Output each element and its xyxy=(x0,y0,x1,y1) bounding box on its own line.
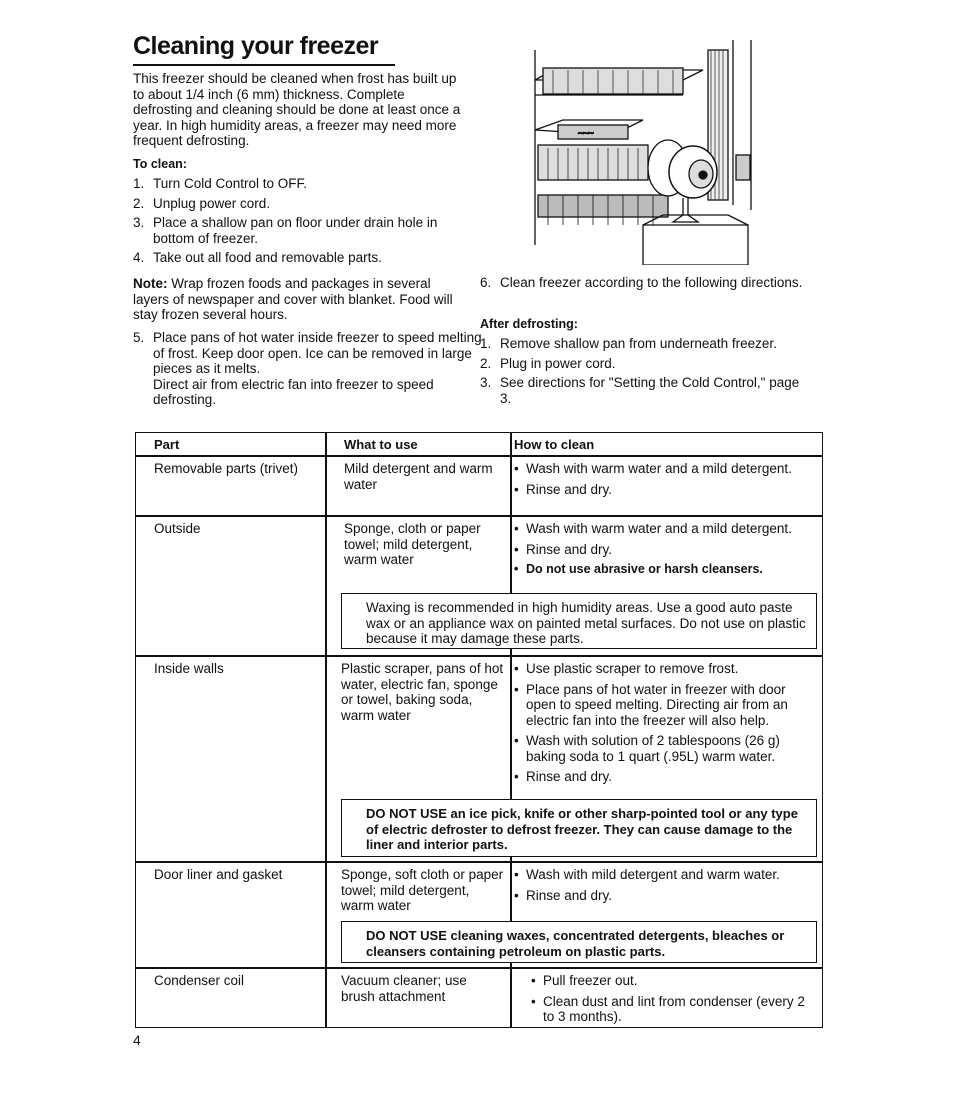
list-item: • Wash with mild detergent and warm water. xyxy=(514,867,814,883)
detergent-warning-box: DO NOT USE cleaning waxes, concentrated detergents, bleaches or cleansers containing petroleum on plastic parts. xyxy=(341,921,817,963)
step-6 xyxy=(480,275,830,291)
note-paragraph xyxy=(133,276,467,323)
ice-pick-warning-box: DO NOT USE an ice pick, knife or other sharp-pointed tool or any type of electric defroster to defrost freezer. They can cause damage to the liner and interior parts. xyxy=(341,799,817,857)
row-use: Vacuum cleaner; use brush attachment xyxy=(341,973,467,1004)
list-item: 2. Unplug power cord. xyxy=(133,195,271,211)
clean-steps-list xyxy=(133,176,467,270)
step-5-number: 5. xyxy=(133,330,145,345)
list-item: • Wash with warm water and a mild detergent. xyxy=(514,461,814,477)
note-label: Note: xyxy=(133,276,168,291)
list-item: • Wash with solution of 2 tablespoons (26 g) baking soda to 1 quart (.95L) warm water. xyxy=(514,733,814,764)
note-text: Wrap frozen foods and packages in several layers of newspaper and cover with blanket. Food will stay frozen several hours. xyxy=(133,276,453,322)
list-item: 4. Take out all food and removable parts. xyxy=(133,250,382,265)
header-part: Part xyxy=(154,437,180,452)
freezer-defrost-illustration xyxy=(533,40,763,265)
page-number: 4 xyxy=(133,1032,141,1048)
svg-text:~~~: ~~~ xyxy=(578,128,594,138)
list-item: • Pull freezer out. xyxy=(531,973,816,989)
page-title: Cleaning your freezer xyxy=(133,32,379,60)
list-item: 1. Remove shallow pan from underneath freezer. xyxy=(480,336,777,351)
list-item: • Do not use abrasive or harsh cleansers. xyxy=(514,562,814,578)
row-how xyxy=(514,461,814,502)
to-clean-heading: To clean: xyxy=(133,157,187,171)
wax-note-box: Waxing is recommended in high humidity areas. Use a good auto paste wax or an appliance wax on painted metal surfaces. Do not use on plastic because it may damage these parts. xyxy=(341,593,817,649)
step-6-text: Clean freezer according to the following directions. xyxy=(500,275,803,290)
cleaning-table xyxy=(135,432,823,1028)
row-part: Outside xyxy=(154,521,201,536)
column-divider xyxy=(325,433,327,1027)
list-item: • Wash with warm water and a mild detergent. xyxy=(514,521,814,537)
row-how xyxy=(514,521,814,583)
after-defrosting-heading: After defrosting: xyxy=(480,317,578,331)
step-5 xyxy=(133,330,487,408)
step-6-number: 6. xyxy=(480,275,492,290)
intro-paragraph: This freezer should be cleaned when frost has built up to about 1/4 inch (6 mm) thickness. Complete defrosting and cleaning should be done at least once a year. In high humidity areas, a freezer may need more frequent defrosting. xyxy=(133,71,461,148)
row-use: Plastic scraper, pans of hot water, electric fan, sponge or towel, baking soda, warm water xyxy=(341,661,504,723)
list-item: • Clean dust and lint from condenser (every 2 to 3 months). xyxy=(531,994,816,1025)
list-item: 2. Plug in power cord. xyxy=(480,355,616,371)
row-use: Mild detergent and warm water xyxy=(344,461,493,492)
list-item: 1. Turn Cold Control to OFF. xyxy=(133,176,308,191)
list-item: • Use plastic scraper to remove frost. xyxy=(514,661,814,677)
row-how xyxy=(514,867,814,908)
row-part: Inside walls xyxy=(154,661,224,676)
row-part: Door liner and gasket xyxy=(154,867,283,882)
list-item: • Rinse and dry. xyxy=(514,888,814,904)
row-divider xyxy=(136,455,822,457)
list-item: 3. Place a shallow pan on floor under drain hole in bottom of freezer. xyxy=(133,215,438,246)
header-how-to-clean: How to clean xyxy=(514,437,595,452)
title-underline xyxy=(133,64,395,66)
row-how xyxy=(531,973,816,1030)
list-item: • Place pans of hot water in freezer with door open to speed melting. Directing air from an electric fan into the freezer will also help. xyxy=(514,682,814,729)
row-divider xyxy=(136,655,822,657)
step-5-text: Place pans of hot water inside freezer to speed melting of frost. Keep door open. Ice can be removed in large pieces as it melts. xyxy=(153,330,482,376)
after-defrost-steps-list xyxy=(480,336,814,410)
list-item: • Rinse and dry. xyxy=(514,482,814,498)
row-how xyxy=(514,661,814,790)
list-item: 3. See directions for "Setting the Cold Control," page 3. xyxy=(480,375,800,406)
row-divider xyxy=(136,515,822,517)
list-item: • Rinse and dry. xyxy=(514,769,814,785)
row-divider xyxy=(136,967,822,969)
row-part: Removable parts (trivet) xyxy=(154,461,299,476)
list-item: • Rinse and dry. xyxy=(514,542,814,558)
header-what-to-use: What to use xyxy=(344,437,418,452)
row-use: Sponge, cloth or paper towel; mild detergent, warm water xyxy=(344,521,481,567)
row-divider xyxy=(136,861,822,863)
step-5-text-2: Direct air from electric fan into freezer to speed defrosting. xyxy=(153,376,434,407)
row-part: Condenser coil xyxy=(154,973,245,988)
row-use: Sponge, soft cloth or paper towel; mild detergent, warm water xyxy=(341,867,504,913)
